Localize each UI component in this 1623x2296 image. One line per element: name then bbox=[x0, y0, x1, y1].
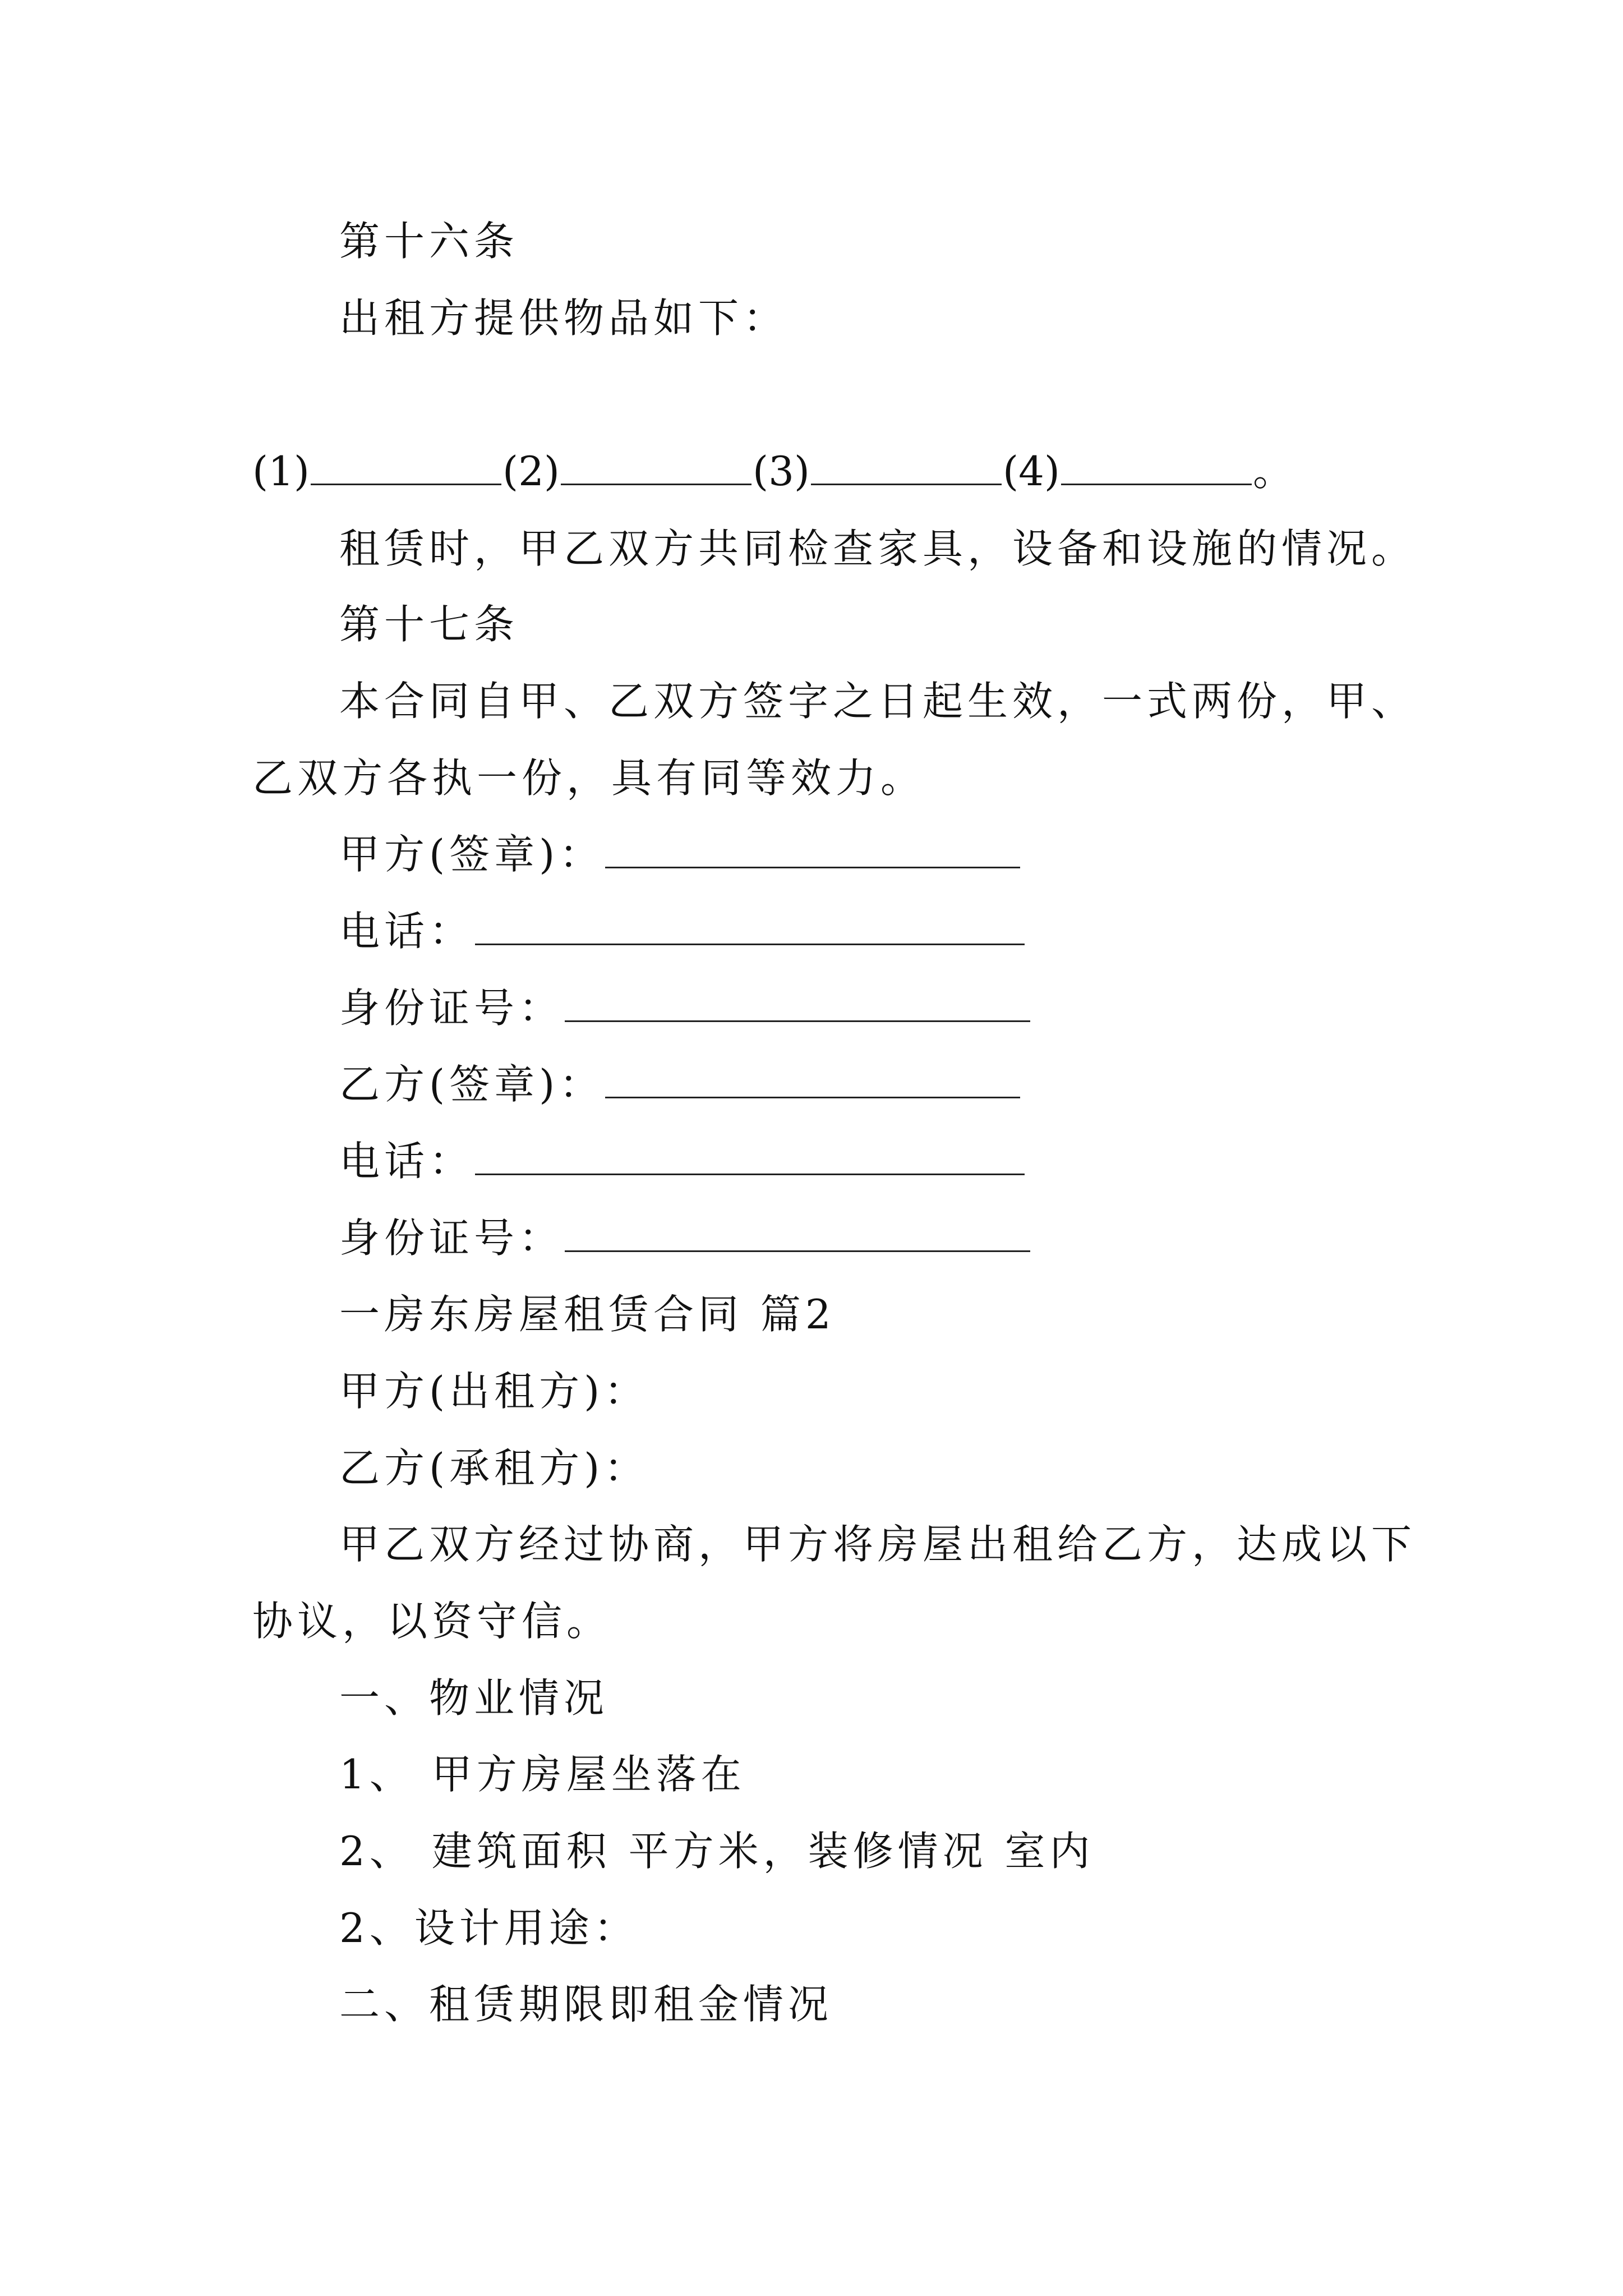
lessee-label: 乙方(承租方)： bbox=[339, 1444, 649, 1492]
party-a-id-label: 身份证号： bbox=[339, 984, 564, 1032]
agreement-line-2: 协议，以资守信。 bbox=[252, 1598, 612, 1645]
section-2-heading: 二、租赁期限即租金情况 bbox=[339, 1981, 833, 2028]
item-4-label: (4) bbox=[1003, 448, 1060, 495]
party-a-phone-row bbox=[339, 906, 1026, 956]
article-16-intro: 出租方提供物品如下： bbox=[339, 295, 789, 342]
party-b-seal-blank bbox=[605, 1062, 1020, 1098]
party-a-phone-blank bbox=[475, 909, 1025, 945]
item-2-label: (2) bbox=[502, 448, 560, 495]
item-3-blank bbox=[811, 449, 1002, 485]
item-4-blank bbox=[1061, 449, 1252, 485]
article-17-heading: 第十七条 bbox=[339, 601, 519, 648]
article-16-heading: 第十六条 bbox=[339, 218, 519, 265]
party-a-seal-blank bbox=[605, 832, 1020, 868]
lessor-label: 甲方(出租方)： bbox=[339, 1368, 649, 1415]
party-b-phone-row bbox=[339, 1136, 1026, 1186]
effect-clause-line-2: 乙双方各执一份，具有同等效力。 bbox=[252, 754, 926, 802]
party-b-id-row bbox=[339, 1213, 1031, 1263]
clause-2-area: 2、 建筑面积 平方米，装修情况 室内 bbox=[339, 1828, 1095, 1875]
provided-items-line bbox=[252, 446, 1298, 496]
item-1-label: (1) bbox=[252, 448, 310, 495]
effect-clause-line-1: 本合同自甲、乙双方签字之日起生效，一式两份，甲、 bbox=[339, 678, 1417, 725]
party-b-id-blank bbox=[565, 1216, 1030, 1252]
party-a-id-row bbox=[339, 983, 1031, 1033]
party-a-phone-label: 电话： bbox=[339, 908, 474, 955]
agreement-line-1: 甲乙双方经过协商，甲方将房屋出租给乙方，达成以下 bbox=[339, 1521, 1417, 1568]
clause-1-location: 1、 甲方房屋坐落在 bbox=[339, 1751, 746, 1798]
item-3-label: (3) bbox=[753, 448, 810, 495]
party-a-id-blank bbox=[565, 986, 1030, 1022]
clause-3-usage: 2、设计用途： bbox=[339, 1904, 639, 1952]
party-b-phone-blank bbox=[475, 1139, 1025, 1175]
inspection-clause: 租赁时，甲乙双方共同检查家具，设备和设施的情况。 bbox=[339, 525, 1417, 572]
party-a-seal-row bbox=[339, 829, 1021, 880]
party-b-seal-row bbox=[339, 1059, 1021, 1110]
item-2-blank bbox=[561, 449, 751, 485]
item-1-blank bbox=[311, 449, 501, 485]
party-b-id-label: 身份证号： bbox=[339, 1214, 564, 1262]
party-b-seal-label: 乙方(签章)： bbox=[339, 1061, 605, 1108]
party-a-seal-label: 甲方(签章)： bbox=[339, 831, 605, 878]
contract-2-title: 一房东房屋租赁合同 篇2 bbox=[339, 1291, 836, 1338]
items-end-punctuation: 。 bbox=[1253, 448, 1298, 495]
party-b-phone-label: 电话： bbox=[339, 1138, 474, 1185]
section-1-heading: 一、物业情况 bbox=[339, 1674, 609, 1722]
